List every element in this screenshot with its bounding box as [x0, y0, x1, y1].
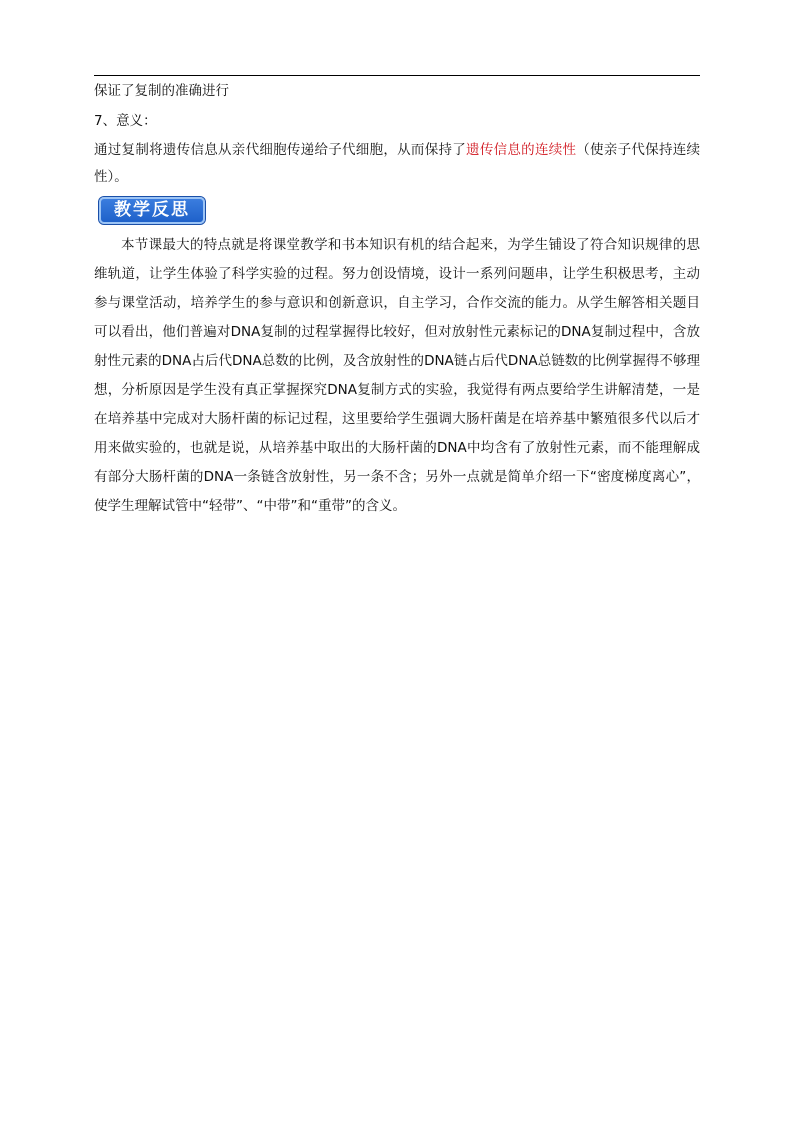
reflection-badge: 教学反思 [99, 197, 205, 224]
section-7-heading: 7、意义： [94, 113, 157, 129]
section-7-body [94, 137, 700, 191]
document-content [94, 80, 700, 521]
section-7-body-part1: 通过复制将遗传信息从亲代细胞传递给子代细胞，从而保持了 [94, 142, 467, 158]
section-7-highlight: 遗传信息的连续性 [466, 142, 577, 158]
section-7-body-part2: （使亲子代保持连续性）。 [94, 142, 701, 185]
reflection-badge-wrap [94, 197, 700, 229]
header-rule [94, 75, 700, 76]
continuation-line: 保证了复制的准确进行 [94, 83, 229, 99]
reflection-paragraph: 本节课最大的特点就是将课堂教学和书本知识有机的结合起来，为学生铺设了符合知识规律的思维轨道，让学生体验了科学实验的过程。努力创设情境，设计一系列问题串，让学生积极思考，主动参与课堂活动，培养学生的参与意识和创新意识，自主学习，合作交流的能力。从学生解答相关题目可以看出，他们普遍对DNA复制的过程掌握得比较好，但对放射性元素标记的DNA复制过程中，含放射性元素的DNA占后代DNA总数的比例，及含放射性的DNA链占后代DNA总链数的比例掌握得不够理想，分析原因是学生没有真正掌握探究DNA复制方式的实验，我觉得有两点要给学生讲解清楚，一是在培养基中完成对大肠杆菌的标记过程，这里要给学生强调大肠杆菌是在培养基中繁殖很多代以后才用来做实验的，也就是说，从培养基中取出的大肠杆菌的DNA中均含有了放射性元素，而不能理解成有部分大肠杆菌的DNA一条链含放射性，另一条不含；另外一点就是简单介绍一下“密度梯度离心”，使学生理解试管中“轻带”、“中带”和“重带”的含义。 [94, 237, 700, 514]
